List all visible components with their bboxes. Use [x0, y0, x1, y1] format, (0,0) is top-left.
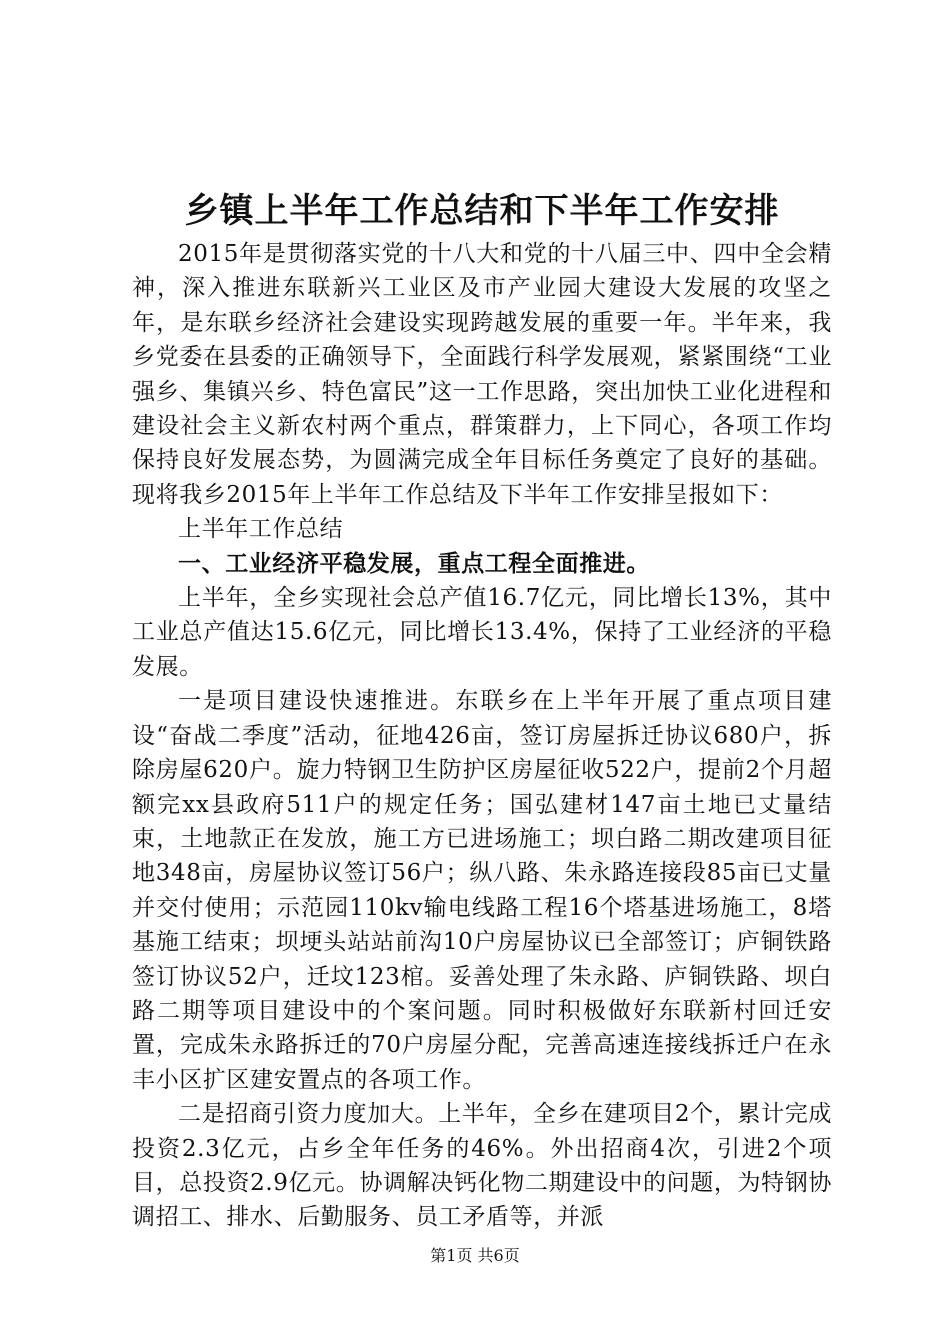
body-paragraph-projects: 一是项目建设快速推进。东联乡在上半年开展了重点项目建设“奋战二季度”活动，征地426亩，签订房屋拆迁协议680户，拆除房屋620户。旋力特钢卫生防护区房屋征收522户，提前2个月超额完xx县政府511户的规定任务；国弘建材147亩土地已丈量结束，土地款正在发放，施工方已进场施工；坝白路二期改建项目征地348亩，房屋协议签订56户；纵八路、朱永路连接段85亩已丈量并交付使用；示范园110kv输电线路工程16个塔基进场施工，8塔基施工结束；坝埂头站站前沟10户房屋协议已全部签订；庐铜铁路签订协议52户，迁坟123棺。妥善处理了朱永路、庐铜铁路、坝白路二期等项目建设中的个案问题。同时积极做好东联新村回迁安置，完成朱永路拆迁的70户房屋分配，完善高速连接线拆迁户在永丰小区扩区建安置点的各项工作。 — [132, 688, 832, 1093]
section-heading: 一、工业经济平稳发展，重点工程全面推进。 — [178, 549, 650, 577]
body-paragraph-investment: 二是招商引资力度加大。上半年，全乡在建项目2个，累计完成投资2.3亿元，占乡全年任务的46%。外出招商4次，引进2个项目，总投资2.9亿元。协调解决钙化物二期建设中的问题，为特钢协调招工、排水、后勤服务、员工矛盾等，并派 — [132, 1101, 832, 1231]
page-footer: 第1页 共6页 — [430, 1246, 520, 1265]
document-body — [132, 185, 832, 1235]
intro-paragraph: 2015年是贯彻落实党的十八大和党的十八届三中、四中全会精神，深入推进东联新兴工业区及市产业园大建设大发展的攻坚之年，是东联乡经济社会建设实现跨越发展的重要一年。半年来，我乡党委在县委的正确领导下，全面践行科学发展观，紧紧围绕“工业强乡、集镇兴乡、特色富民”这一工作思路，突出加快工业化进程和建设社会主义新农村两个重点，群策群力，上下同心，各项工作均保持良好发展态势，为圆满完成全年目标任务奠定了良好的基础。现将我乡2015年上半年工作总结及下半年工作安排呈报如下： — [132, 241, 832, 508]
body-paragraph-output: 上半年，全乡实现社会总产值16.7亿元，同比增长13%，其中工业总产值达15.6亿元，同比增长13.4%，保持了工业经济的平稳发展。 — [132, 585, 832, 680]
section-label: 上半年工作总结 — [178, 516, 344, 543]
document-title: 乡镇上半年工作总结和下半年工作安排 — [184, 191, 780, 231]
